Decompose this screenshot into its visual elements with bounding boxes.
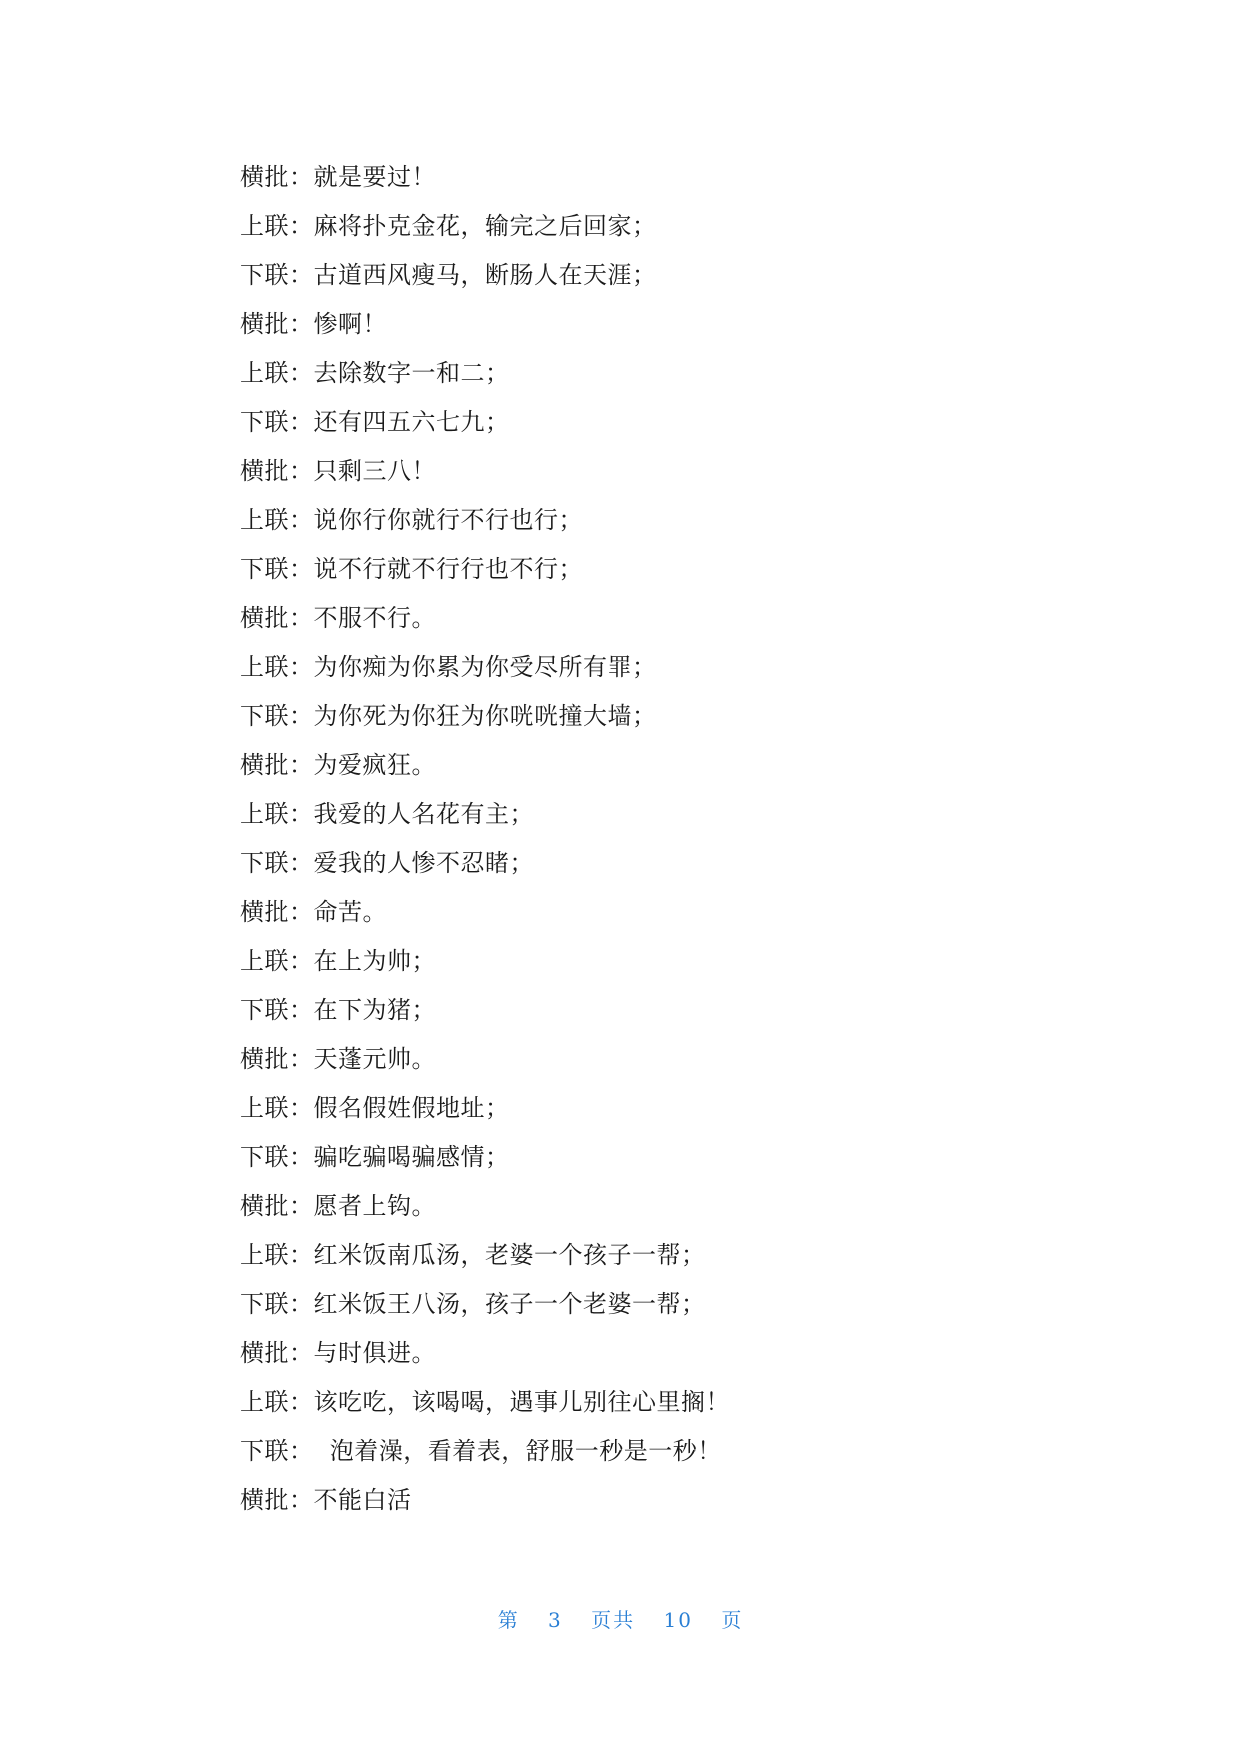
text-line: 下联： 泡着澡，看着表，舒服一秒是一秒！ — [240, 1437, 722, 1465]
text-line: 横批：愿者上钩。 — [240, 1192, 436, 1220]
text-line: 上联：假名假姓假地址； — [240, 1094, 510, 1122]
footer-middle: 页共 — [591, 1608, 636, 1632]
text-line: 横批：就是要过！ — [240, 163, 436, 191]
text-line: 上联：该吃吃，该喝喝，遇事儿别往心里搁！ — [240, 1388, 730, 1416]
text-line: 上联：红米饭南瓜汤，老婆一个孩子一帮； — [240, 1241, 706, 1269]
text-line: 下联：说不行就不行行也不行； — [240, 555, 583, 583]
text-line: 横批：只剩三八！ — [240, 457, 436, 485]
couplet-list — [240, 153, 1100, 1525]
text-line: 横批：命苦。 — [240, 898, 387, 926]
text-line: 下联：在下为猪； — [240, 996, 436, 1024]
text-line: 横批：天蓬元帅。 — [240, 1045, 436, 1073]
text-line: 下联：爱我的人惨不忍睹； — [240, 849, 534, 877]
footer-suffix: 页 — [721, 1608, 744, 1632]
text-line: 横批：与时俱进。 — [240, 1339, 436, 1367]
page-footer — [0, 1604, 1241, 1633]
text-line: 下联：为你死为你狂为你咣咣撞大墙； — [240, 702, 657, 730]
text-line: 下联：还有四五六七九； — [240, 408, 510, 436]
text-line: 上联：为你痴为你累为你受尽所有罪； — [240, 653, 657, 681]
text-line: 横批：为爱疯狂。 — [240, 751, 436, 779]
text-line: 上联：说你行你就行不行也行； — [240, 506, 583, 534]
text-line: 上联：在上为帅； — [240, 947, 436, 975]
footer-prefix: 第 — [497, 1608, 520, 1632]
text-line: 横批：不服不行。 — [240, 604, 436, 632]
text-line: 下联：古道西风瘦马，断肠人在天涯； — [240, 261, 657, 289]
text-line: 下联：红米饭王八汤，孩子一个老婆一帮； — [240, 1290, 706, 1318]
footer-page-number: 3 — [548, 1608, 563, 1632]
footer-total-pages: 10 — [663, 1608, 693, 1632]
text-line: 下联：骗吃骗喝骗感情； — [240, 1143, 510, 1171]
text-line: 横批：不能白活 — [240, 1486, 412, 1514]
text-line: 上联：麻将扑克金花，输完之后回家； — [240, 212, 657, 240]
text-line: 横批：惨啊！ — [240, 310, 387, 338]
text-line: 上联：我爱的人名花有主； — [240, 800, 534, 828]
text-line: 上联：去除数字一和二； — [240, 359, 510, 387]
